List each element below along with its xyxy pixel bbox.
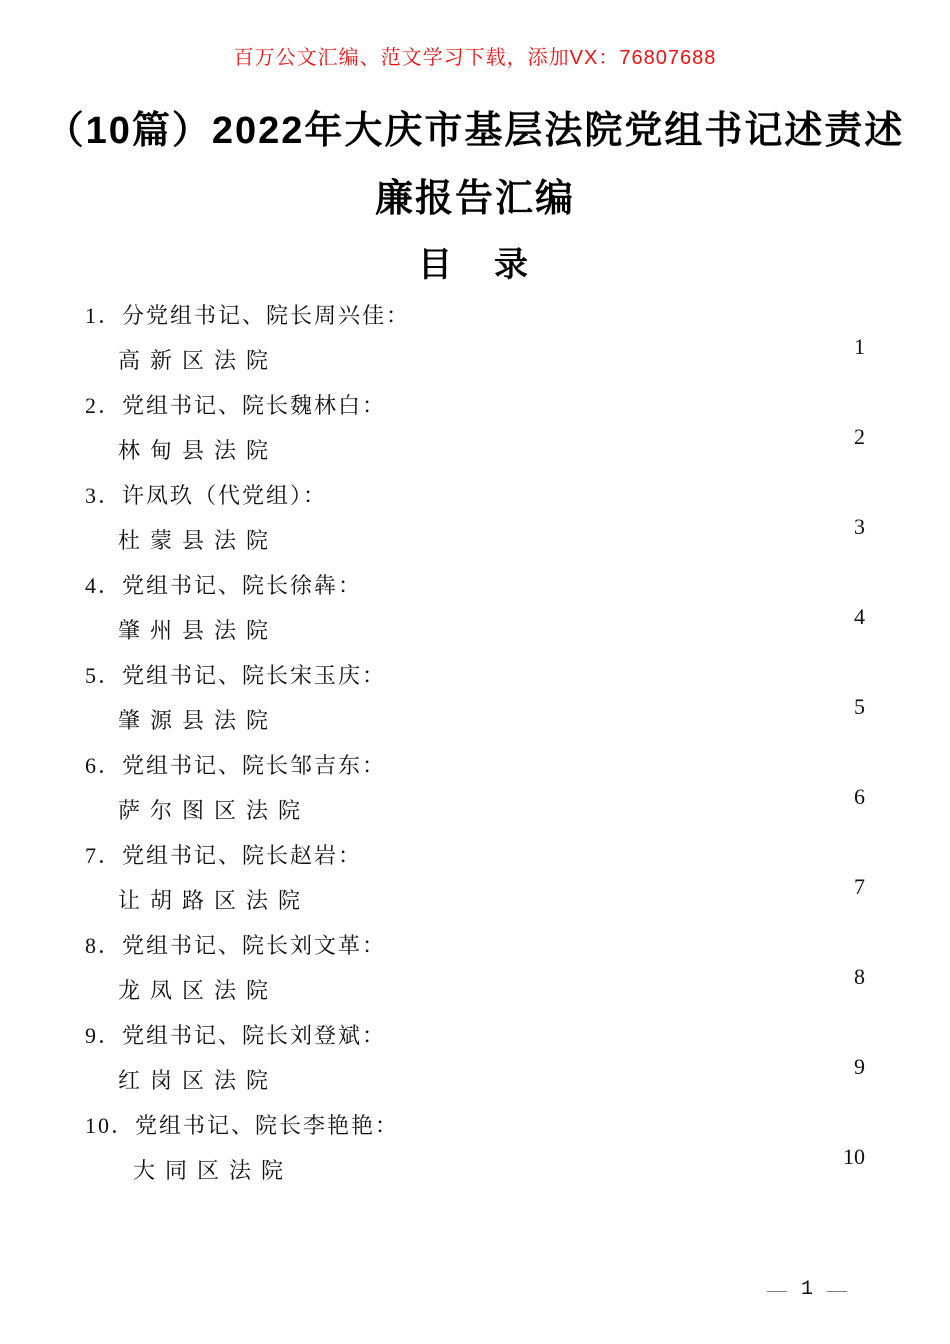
document-title [0,97,950,233]
footer-page-number: 1 [800,1278,813,1301]
toc-entry-heading: 3．许凤玖（代党组）： [85,483,328,508]
toc-entry [85,563,865,653]
toc-entry-heading: 5．党组书记、院长宋玉庆： [85,663,387,688]
toc-entry [85,653,865,743]
toc-entry-court: 林甸县法院 [118,438,279,463]
footer-right-dash: — [827,1279,847,1301]
toc-entry-heading: 9．党组书记、院长刘登斌： [85,1023,387,1048]
toc-entry-detail [85,874,865,923]
toc-entry-detail [85,424,865,473]
toc-entry-court: 肇州县法院 [118,618,279,643]
document-title-line-2: 廉报告汇编 [374,178,575,220]
document-title-line-1: （10篇）2022年大庆市基层法院党组书记述责述 [45,110,905,152]
toc-entry [85,293,865,383]
toc-entry-detail [85,604,865,653]
toc-entry-page-number: 7 [854,874,865,899]
toc-entry-heading: 4．党组书记、院长徐犇： [85,573,363,598]
toc-entry-detail [85,1144,865,1193]
toc-entry-page-number: 1 [854,334,865,359]
toc-entry-page-number: 10 [843,1144,865,1169]
toc-entry-court: 萨尔图区法院 [118,798,311,823]
toc-entry [85,923,865,1013]
toc-entry-heading: 8．党组书记、院长刘文革： [85,933,387,958]
toc-entry-page-number: 6 [854,784,865,809]
toc-entry-page-number: 4 [854,604,865,629]
toc-entry-court: 让胡路区法院 [118,888,311,913]
toc-entry-page-number: 8 [854,964,865,989]
toc-entry-court: 龙凤区法院 [118,978,279,1003]
toc-entry-heading: 7．党组书记、院长赵岩： [85,843,363,868]
page-footer [767,1278,847,1302]
toc-entry-court: 杜蒙县法院 [118,528,279,553]
toc-entry-page-number: 3 [854,514,865,539]
promo-header-text: 百万公文汇编、范文学习下载，添加VX：76807688 [233,47,717,69]
toc-entry-court: 肇源县法院 [118,708,279,733]
toc-entry-heading: 10．党组书记、院长李艳艳： [85,1113,400,1138]
toc-entry [85,383,865,473]
toc-entry-heading: 1．分党组书记、院长周兴佳： [85,303,411,328]
toc-entry-page-number: 9 [854,1054,865,1079]
footer-left-dash: — [766,1279,787,1301]
toc-entry [85,833,865,923]
toc-entry-page-number: 2 [854,424,865,449]
toc-list [0,293,950,1193]
toc-entry-court: 大同区法院 [133,1158,294,1183]
toc-entry [85,1103,865,1193]
toc-entry [85,743,865,833]
toc-entry-detail [85,1054,865,1103]
toc-entry-heading: 2．党组书记、院长魏林白： [85,393,387,418]
toc-entry-court: 高新区法院 [118,348,279,373]
toc-entry-detail [85,694,865,743]
toc-entry-detail [85,334,865,383]
toc-heading: 目 录 [418,246,532,284]
toc-entry-detail [85,784,865,833]
toc-entry-detail [85,964,865,1013]
toc-entry [85,473,865,563]
toc-entry-detail [85,514,865,563]
toc-entry-heading: 6．党组书记、院长邹吉东： [85,753,387,778]
toc-entry-court: 红岗区法院 [118,1068,279,1093]
toc-entry-page-number: 5 [854,694,865,719]
toc-entry [85,1013,865,1103]
